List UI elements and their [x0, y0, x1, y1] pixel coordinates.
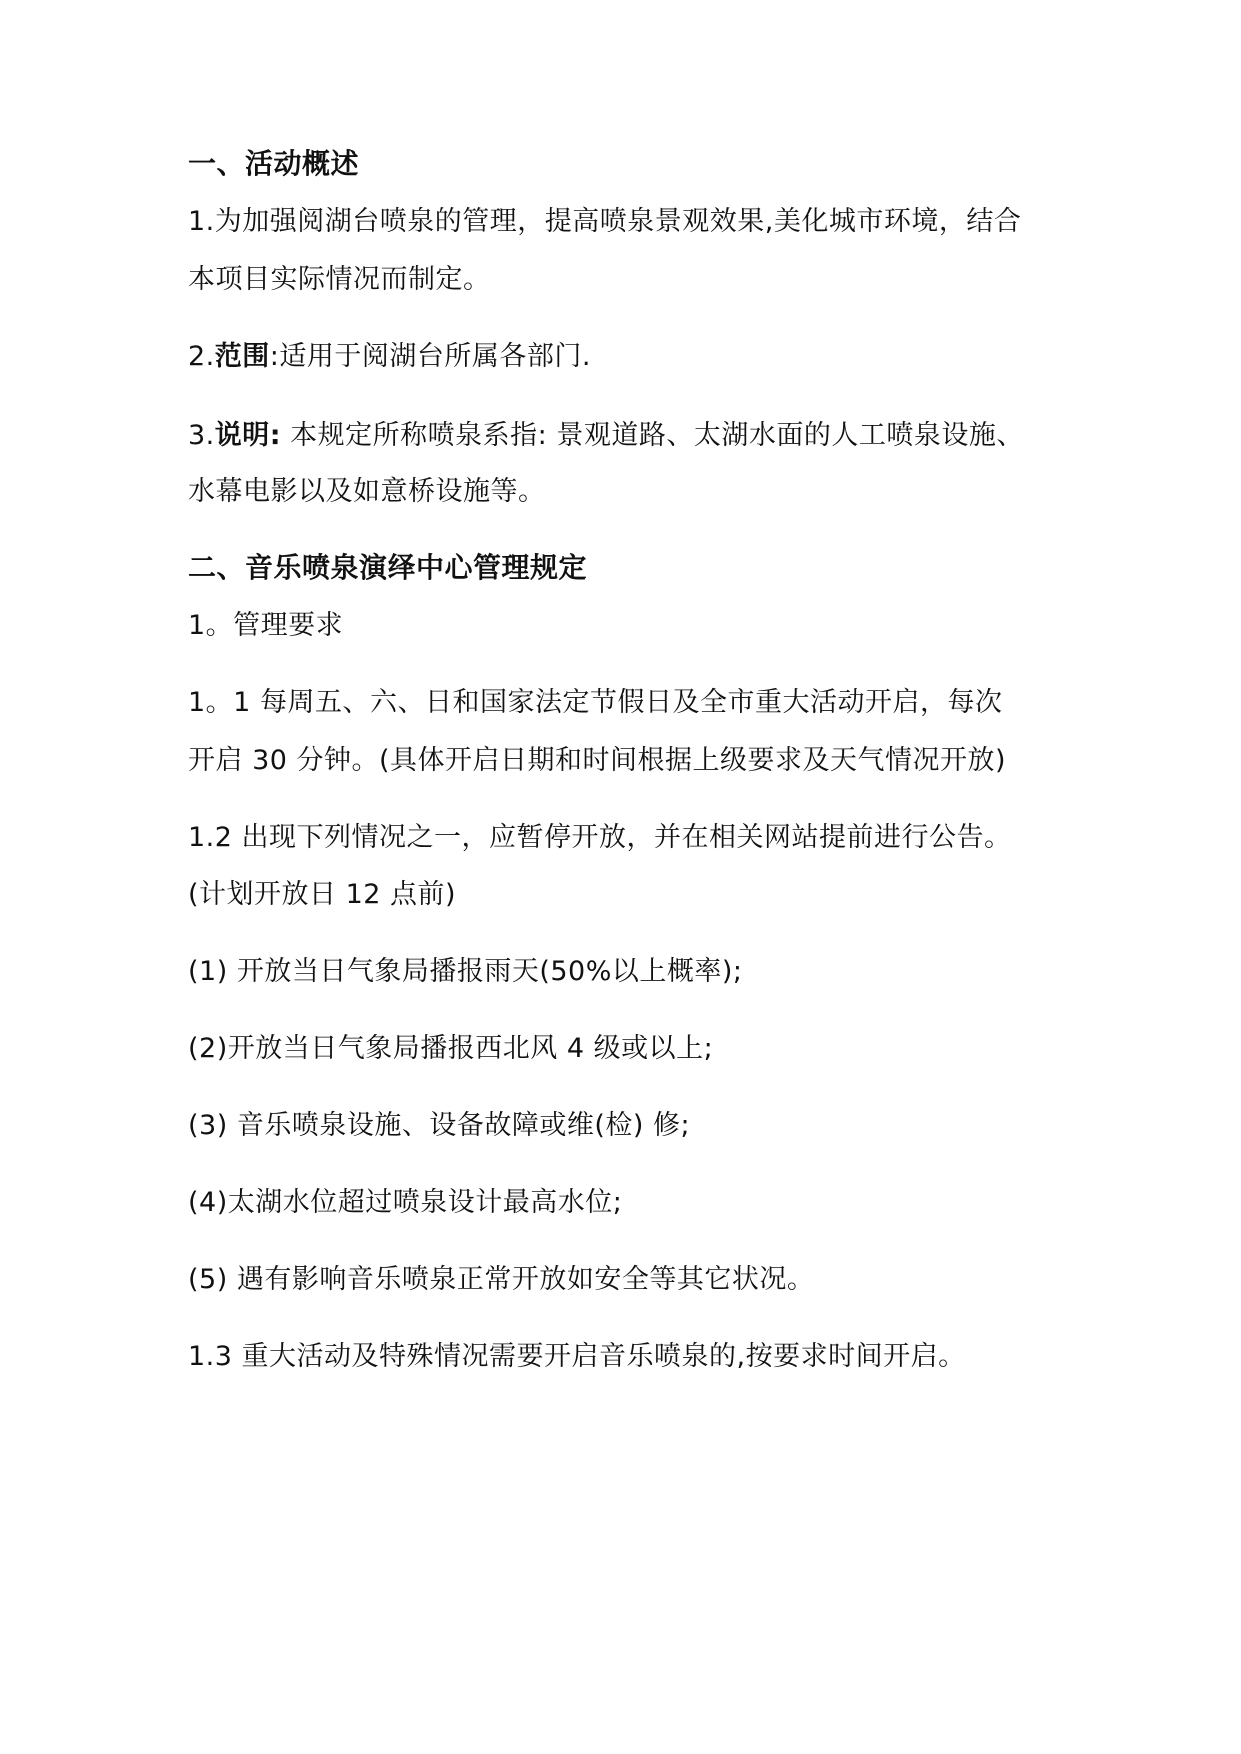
section-heading-management: 二、音乐喷泉演绎中心管理规定	[188, 551, 588, 584]
definition-label: 说明:	[214, 420, 282, 451]
condition-5: (5) 遇有影响音乐喷泉正常开放如安全等其它状况。	[188, 1264, 815, 1295]
item-1-2-line2: (计划开放日 12 点前)	[188, 879, 457, 910]
scope-number: 2.	[188, 341, 215, 372]
paragraph-purpose-line2: 本项目实际情况而制定。	[188, 264, 491, 295]
item-1-1-line1: 1。1 每周五、六、日和国家法定节假日及全市重大活动开启，每次	[188, 687, 1003, 718]
item-1-3: 1.3 重大活动及特殊情况需要开启音乐喷泉的,按要求时间开启。	[188, 1341, 966, 1372]
paragraph-scope	[188, 339, 1068, 375]
scope-text: :适用于阅湖台所属各部门.	[269, 341, 591, 372]
item-1-2-line1: 1.2 出现下列情况之一，应暂停开放，并在相关网站提前进行公告。	[188, 822, 1012, 853]
paragraph-definition-line1	[188, 418, 1068, 454]
section-heading-overview: 一、活动概述	[188, 147, 360, 180]
condition-3: (3) 音乐喷泉设施、设备故障或维(检) 修;	[188, 1110, 691, 1141]
paragraph-purpose-line1: 1.为加强阅湖台喷泉的管理，提高喷泉景观效果,美化城市环境，结合	[188, 206, 1022, 237]
paragraph-definition-line2: 水幕电影以及如意桥设施等。	[188, 476, 546, 507]
item-1-1-line2: 开启 30 分钟。(具体开启日期和时间根据上级要求及天气情况开放)	[188, 745, 1007, 776]
condition-1: (1) 开放当日气象局播报雨天(50%以上概率);	[188, 956, 743, 987]
condition-4: (4)太湖水位超过喷泉设计最高水位;	[188, 1187, 623, 1218]
item-management-requirements: 1。管理要求	[188, 610, 344, 641]
condition-2: (2)开放当日气象局播报西北风 4 级或以上;	[188, 1033, 714, 1064]
definition-number: 3.	[188, 420, 215, 451]
definition-text: 本规定所称喷泉系指: 景观道路、太湖水面的人工喷泉设施、	[281, 420, 1024, 451]
scope-label: 范围	[214, 341, 270, 372]
